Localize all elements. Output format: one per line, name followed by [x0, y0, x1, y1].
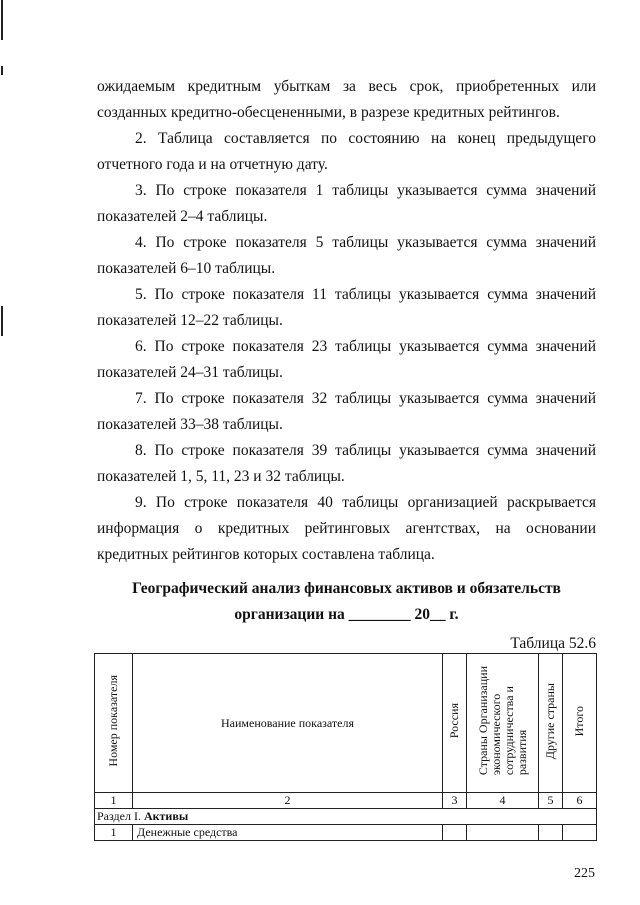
row-russia-value: [443, 825, 467, 841]
table-row: [95, 825, 597, 841]
header-oecd-line-1: Страны Организации: [475, 666, 490, 776]
header-russia: Россия: [443, 654, 467, 793]
header-oecd-line-3: сотрудничества и: [501, 686, 516, 776]
margin-mark-top: [1, 0, 3, 40]
section-row: [95, 809, 597, 825]
column-number-5: 5: [539, 793, 563, 809]
row-other-value: [539, 825, 563, 841]
page-number: 225: [574, 866, 595, 881]
table-heading-line-1: Географический анализ финансовых активов и обязательств: [132, 580, 561, 597]
row-oecd-value: [467, 825, 539, 841]
column-number-row: [95, 793, 597, 809]
geographic-analysis-table: [94, 653, 597, 841]
column-number-6: 6: [563, 793, 597, 809]
margin-mark-small: [1, 66, 3, 75]
margin-mark-middle: [1, 306, 3, 336]
column-number-1: 1: [95, 793, 133, 809]
table-heading-line-2: организации на ________ 20__ г.: [234, 606, 459, 623]
paragraph-2: 2. Таблица составляется по состоянию на конец предыдущего отчетного года и на отчетную дату.: [97, 130, 596, 173]
header-oecd-line-4: развития: [514, 730, 529, 776]
section-title: Активы: [143, 809, 189, 823]
header-other-countries: Другие страны: [539, 654, 563, 793]
header-number: Номер показателя: [95, 654, 133, 793]
column-number-3: 3: [443, 793, 467, 809]
row-number: 1: [95, 825, 133, 841]
paragraph-9: 9. По строке показателя 40 таблицы организацией раскрывается информация о кредитных рейтинговых агентствах, на основании кредитных рейтингов которых составлена таблица.: [97, 494, 596, 563]
table-caption: Таблица 52.6: [510, 635, 596, 652]
section-title-cell: [95, 809, 597, 825]
row-total-value: [563, 825, 597, 841]
paragraph-8: 8. По строке показателя 39 таблицы указывается сумма значений показателей 1, 5, 11, 23 и 32 таблицы.: [97, 442, 596, 485]
column-number-2: 2: [133, 793, 443, 809]
paragraph-6: 6. По строке показателя 23 таблицы указывается сумма значений показателей 24–31 таблицы.: [97, 338, 596, 381]
header-oecd: [467, 654, 539, 793]
paragraph-4: 4. По строке показателя 5 таблицы указывается сумма значений показателей 6–10 таблицы.: [97, 234, 596, 277]
paragraph-5: 5. По строке показателя 11 таблицы указывается сумма значений показателей 12–22 таблицы.: [97, 286, 596, 329]
header-name: Наименование показателя: [133, 654, 443, 793]
row-name: Денежные средства: [133, 825, 443, 841]
table-header-row: [95, 654, 597, 793]
header-total: Итого: [563, 654, 597, 793]
header-oecd-line-2: экономического: [488, 694, 503, 776]
column-number-4: 4: [467, 793, 539, 809]
paragraph-7: 7. По строке показателя 32 таблицы указывается сумма значений показателей 33–38 таблицы.: [97, 390, 596, 433]
paragraph-3: 3. По строке показателя 1 таблицы указывается сумма значений показателей 2–4 таблицы.: [97, 182, 596, 225]
section-prefix: Раздел I.: [97, 809, 144, 823]
paragraph-1: ожидаемым кредитным убыткам за весь срок, приобретенных или созданных кредитно-обесцененными, в разрезе кредитных рейтингов.: [97, 78, 596, 121]
